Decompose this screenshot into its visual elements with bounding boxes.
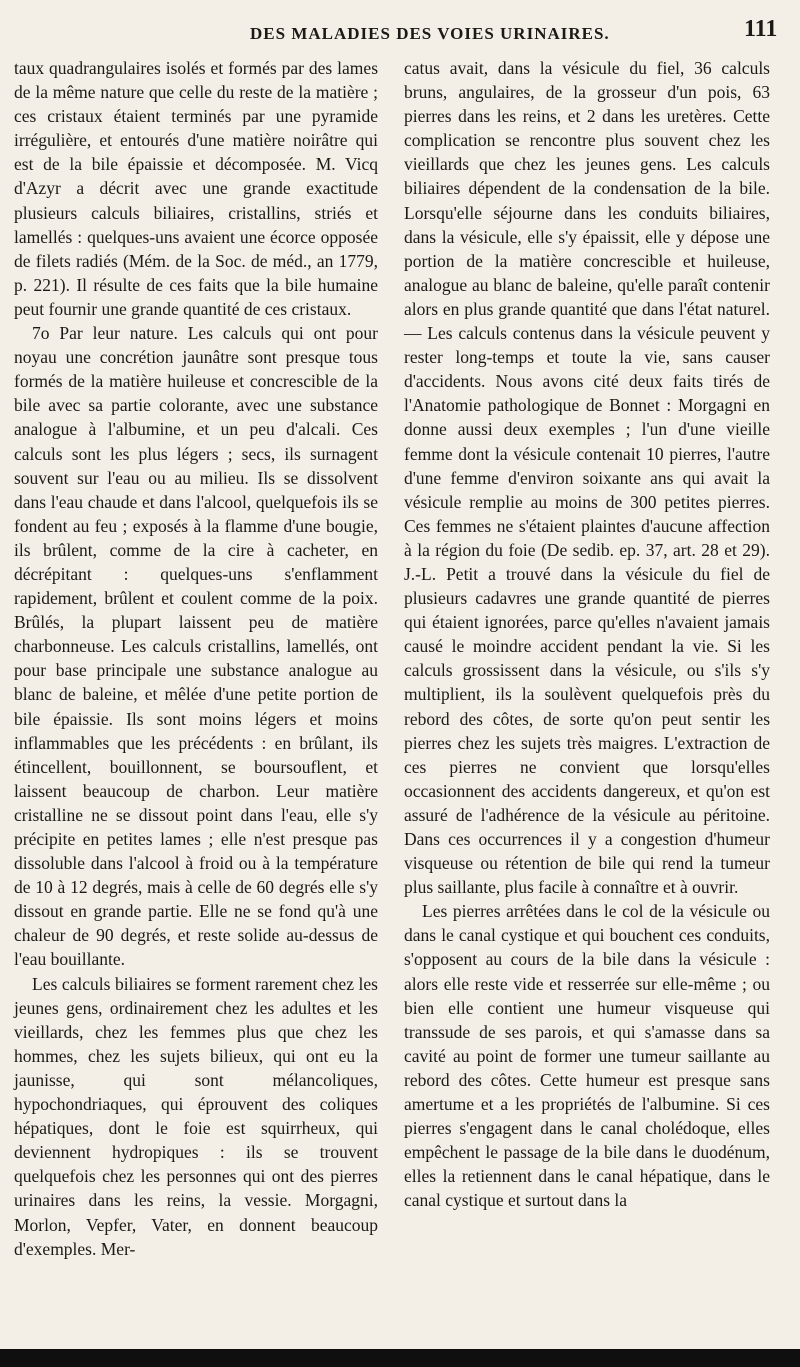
page-header <box>0 14 800 54</box>
right-paragraph-1: catus avait, dans la vésicule du fiel, 36 calculs bruns, angulaires, de la grosseur d'un pois, 63 pierres dans les reins, et 2 dans les uretères. Cette complication se rencontre plus souvent chez les vieillards que chez les jeunes gens. Les calculs biliaires dépendent de la condensation de la bile. Lorsqu'elle séjourne dans les conduits biliaires, dans la vésicule, elle s'y épaissit, elle y dépose une portion de la matière concrescible et huileuse, analogue au blanc de baleine, qu'elle paraît contenir alors en plus grande quantité que dans l'état naturel. — Les calculs contenus dans la vésicule peuvent y rester long-temps et toute la vie, sans causer d'accidents. Nous avons cité deux faits tirés de l'Anatomie pathologique de Bonnet : Morgagni en donne aussi deux exemples ; l'un d'une vieille femme dont la vésicule contenait 10 pierres, l'autre d'une femme d'environ soixante ans qui avait la vésicule remplie au moins de 300 petites pierres. Ces femmes ne s'étaient plaintes d'aucune affection à la région du foie (De sedib. ep. 37, art. 28 et 29). J.-L. Petit a trouvé dans la vésicule du fiel de plusieurs cadavres une grande quantité de pierres qui étaient ignorées, parce qu'elles n'avaient jamais causé le moindre accident pendant la vie. Si les calculs grossissent dans la vésicule, ou s'ils s'y multiplient, ils la soulèvent quelquefois près du rebord des côtes, de sorte qu'on peut sentir les pierres chez les sujets très maigres. L'extraction de ces pierres ne convient que lorsqu'elles occasionnent des accidents dangereux, et qu'on est assuré de l'adhérence de la vésicule au péritoine. Dans ces occurrences il y a congestion d'humeur visqueuse ou rétention de bile qui rend la tumeur plus saillante, plus facile à connaître et à ouvrir. <box>404 58 770 898</box>
right-paragraph-2: Les pierres arrêtées dans le col de la vésicule ou dans le canal cystique et qui bouchent ces conduits, s'opposent au cours de la bile dans la vésicule : alors elle reste vide et resserrée sur elle-même ; ou bien elle contient une humeur visqueuse qui transsude de ses parois, et qui s'amasse dans sa cavité au point de former une tumeur saillante au rebord des côtes. Cette humeur est presque sans amertume et a les propriétés de l'albumine. Si ces pierres s'engagent dans le canal cholédoque, elles empêchent le passage de la bile dans le duodénum, elles la retiennent dans le canal hépatique, dans le canal cystique et surtout dans la <box>404 901 770 1211</box>
page-number: 111 <box>744 16 778 42</box>
bottom-edge-band <box>0 1349 800 1367</box>
right-column <box>404 56 770 1213</box>
running-title: DES MALADIES DES VOIES URINAIRES. <box>250 24 610 43</box>
left-column <box>14 56 378 1261</box>
left-paragraph-1: taux quadrangulaires isolés et formés par des lames de la même nature que celle du reste de la matière ; ces cristaux étaient terminés par une pyramide irrégulière, et entourés d'une matière noirâtre qui est de la bile épaissie et décomposée. M. Vicq d'Azyr a décrit avec une grande exactitude plusieurs calculs biliaires, cristallins, striés et lamellés : quelques-uns avaient une écorce opposée de filets radiés (Mém. de la Soc. de méd., an 1779, p. 221). Il résulte de ces faits que la bile humaine peut fournir une grande quantité de ces cristaux. <box>14 58 378 319</box>
left-paragraph-2: 7o Par leur nature. Les calculs qui ont pour noyau une concrétion jaunâtre sont presque tous formés de la matière huileuse et concrescible de la bile avec sa partie colorante, avec une substance analogue à l'albumine, et un peu d'alcali. Ces calculs sont les plus légers ; secs, ils surnagent souvent sur l'eau ou au milieu. Ils se dissolvent dans l'eau chaude et dans l'alcool, quelquefois ils se fondent au feu ; exposés à la flamme d'une bougie, ils brûlent, comme de la cire à cacheter, en décrépitant : quelques-uns s'enflamment rapidement, brûlent et coulent comme de la poix. Brûlés, la plupart laissent peu de matière charbonneuse. Les calculs cristallins, lamellés, ont pour base principale une substance analogue au blanc de baleine, et mêlée d'une petite portion de bile épaissie. Ils sont moins légers et moins inflammables que les précédents : en brûlant, ils étincellent, bouillonnent, se boursouflent, et laissent beaucoup de charbon. Leur matière cristalline ne se dissout point dans l'eau, elle s'y précipite en petites lames ; elle n'est presque pas dissoluble dans l'alcool à froid ou à la température de 10 à 12 degrés, mais à celle de 60 degrés elle s'y dissout en grande partie. Elle ne se fond qu'à une chaleur de 90 degrés, et reste solide au-dessus de l'eau bouillante. <box>14 323 378 970</box>
left-paragraph-3: Les calculs biliaires se forment rarement chez les jeunes gens, ordinairement chez les adultes et les vieillards, chez les femmes plus que chez les hommes, chez les sujets bilieux, qui ont eu la jaunisse, qui sont mélancoliques, hypochondriaques, qui éprouvent des coliques hépatiques, dont le foie est squirrheux, qui deviennent hydropiques : ils se trouvent quelquefois chez les personnes qui ont des pierres urinaires dans les reins, la vessie. Morgagni, Morlon, Vepfer, Vater, en donnent beaucoup d'exemples. Mer- <box>14 973 378 1259</box>
